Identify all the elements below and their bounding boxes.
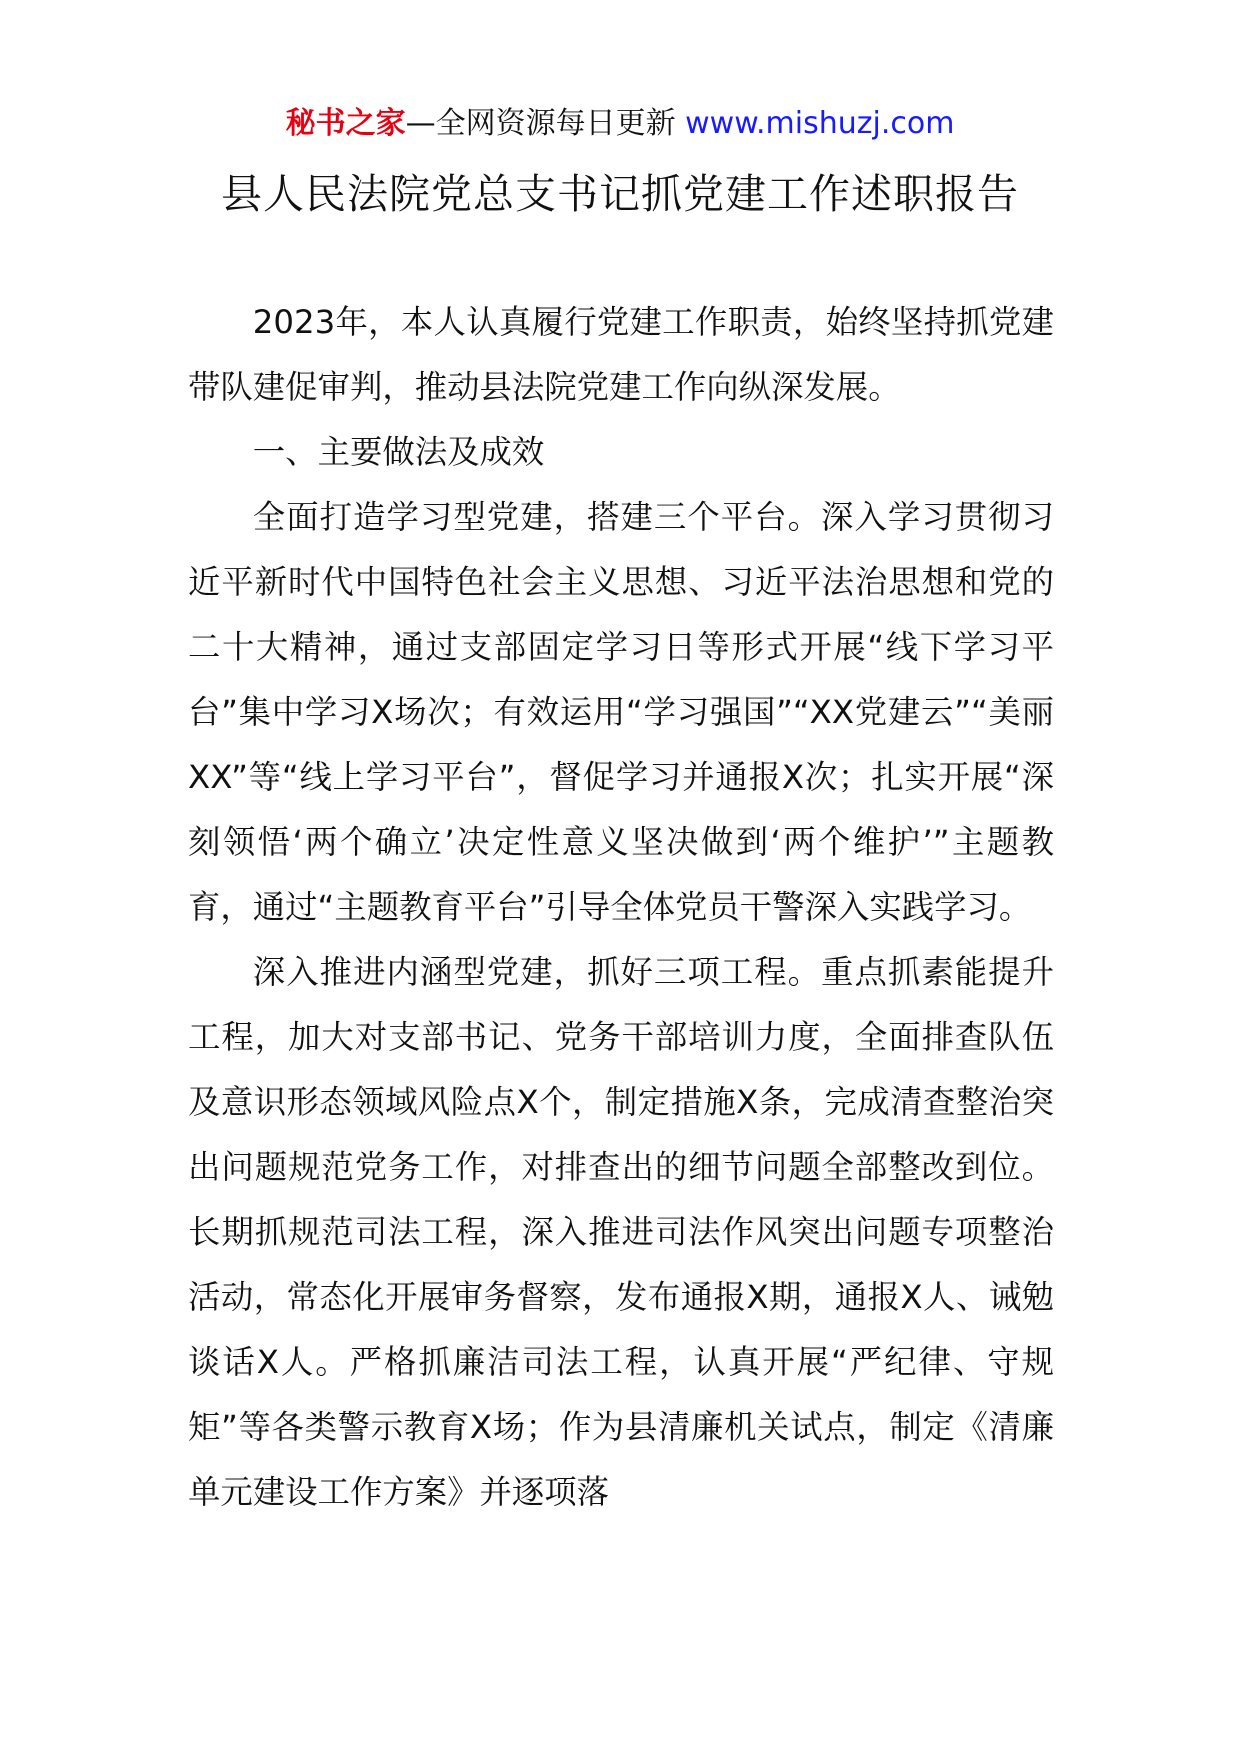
site-url-link[interactable]: www.mishuzj.com [685, 106, 955, 141]
body-paragraph-learning: 全面打造学习型党建，搭建三个平台。深入学习贯彻习近平新时代中国特色社会主义思想、习近平法治思想和党的二十大精神，通过支部固定学习日等形式开展“线下学习平台”集中学习X场次；有效运用“学习强国”“XX党建云”“美丽XX”等“线上学习平台”，督促学习并通报X次；扎实开展“深刻领悟‘两个确立’决定性意义坚决做到‘两个维护’”主题教育，通过“主题教育平台”引导全体党员干警深入实践学习。 [188, 498, 1054, 926]
brand-name: 秘书之家 [285, 106, 406, 141]
site-header [0, 104, 1240, 144]
header-tagline: —全网资源每日更新 [405, 106, 676, 141]
intro-paragraph: 2023年，本人认真履行党建工作职责，始终坚持抓党建带队建促审判，推动县法院党建工作向纵深发展。 [188, 303, 1054, 406]
document-title: 县人民法院党总支书记抓党建工作述职报告 [221, 170, 1019, 218]
body-paragraph-connotation: 深入推进内涵型党建，抓好三项工程。重点抓素能提升工程，加大对支部书记、党务干部培训力度，全面排查队伍及意识形态领域风险点X个，制定措施X条，完成清查整治突出问题规范党务工作，对排查出的细节问题全部整改到位。长期抓规范司法工程，深入推进司法作风突出问题专项整治活动，常态化开展审务督察，发布通报X期，通报X人、诫勉谈话X人。严格抓廉洁司法工程，认真开展“严纪律、守规矩”等各类警示教育X场；作为县清廉机关试点，制定《清廉单元建设工作方案》并逐项落 [188, 953, 1054, 1511]
section-heading: 一、主要做法及成效 [252, 433, 545, 471]
document-body [188, 290, 1054, 1525]
